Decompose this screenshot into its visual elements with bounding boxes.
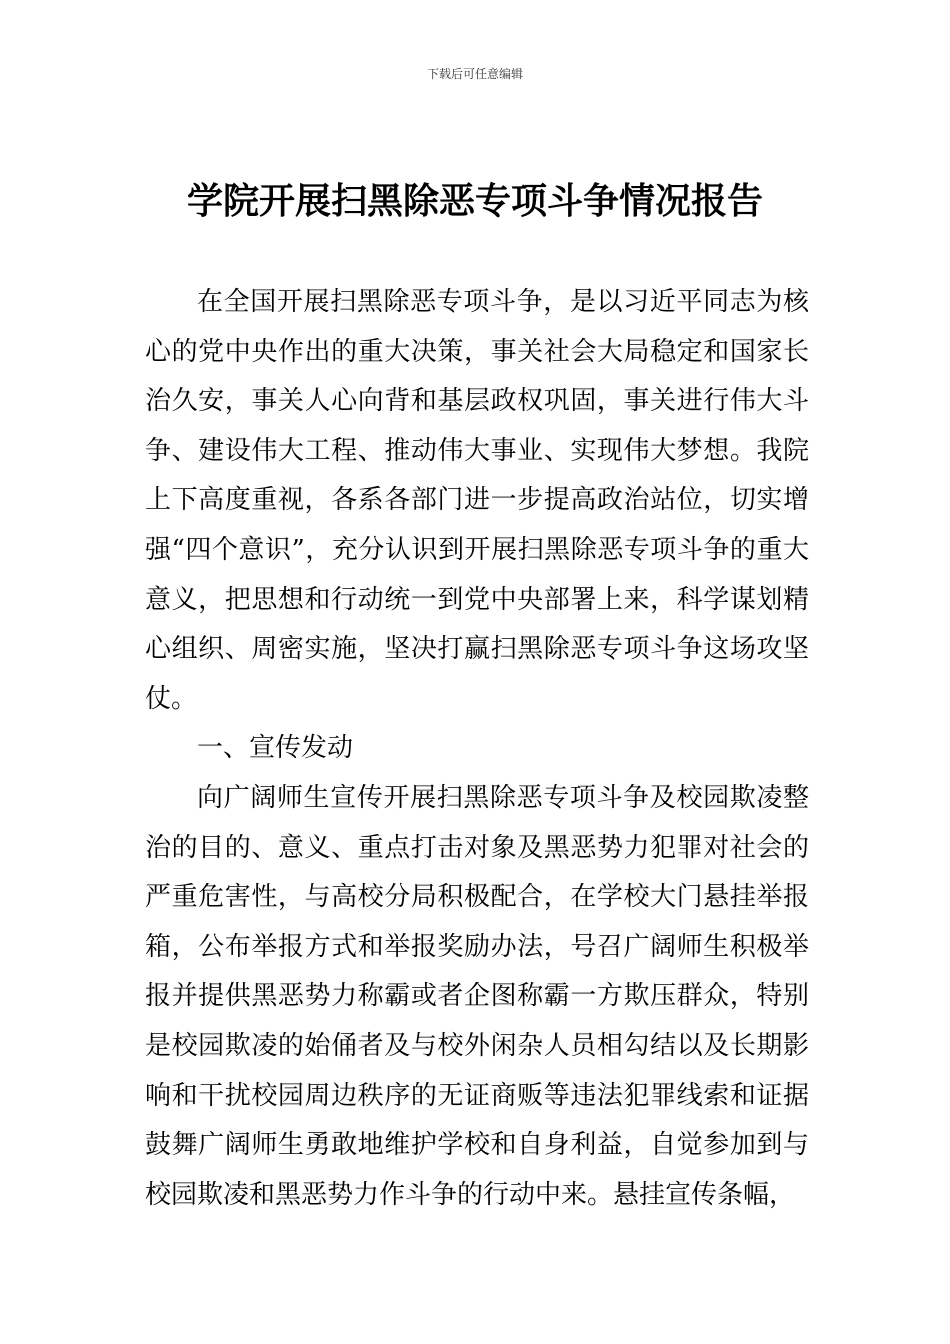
document-body bbox=[145, 278, 809, 1220]
header-note: 下载后可任意编辑 bbox=[426, 67, 523, 81]
paragraph-section-1: 向广阔师生宣传开展扫黑除恶专项斗争及校园欺凌整治的目的、意义、重点打击对象及黑恶势力犯罪对社会的严重危害性，与高校分局积极配合，在学校大门悬挂举报箱，公布举报方式和举报奖励办法，号召广阔师生积极举报并提供黑恶势力称霸或者企图称霸一方欺压群众，特别是校园欺凌的始俑者及与校外闲杂人员相勾结以及长期影响和干扰校园周边秩序的无证商贩等违法犯罪线索和证据鼓舞广阔师生勇敢地维护学校和自身利益，自觉参加到与校园欺凌和黑恶势力作斗争的行动中来。悬挂宣传条幅， bbox=[145, 782, 809, 1210]
paragraph-intro: 在全国开展扫黑除恶专项斗争，是以习近平同志为核心的党中央作出的重大决策，事关社会大局稳定和国家长治久安，事关人心向背和基层政权巩固，事关进行伟大斗争、建设伟大工程、推动伟大事业、实现伟大梦想。我院上下高度重视，各系各部门进一步提高政治站位，切实增强“四个意识”，充分认识到开展扫黑除恶专项斗争的重大意义，把思想和行动统一到党中央部署上来，科学谋划精心组织、周密实施，坚决打赢扫黑除恶专项斗争这场攻坚仗。 bbox=[145, 287, 809, 714]
section-heading: 一、宣传发动 bbox=[197, 733, 354, 764]
document-title: 学院开展扫黑除恶专项斗争情况报告 bbox=[186, 181, 763, 222]
